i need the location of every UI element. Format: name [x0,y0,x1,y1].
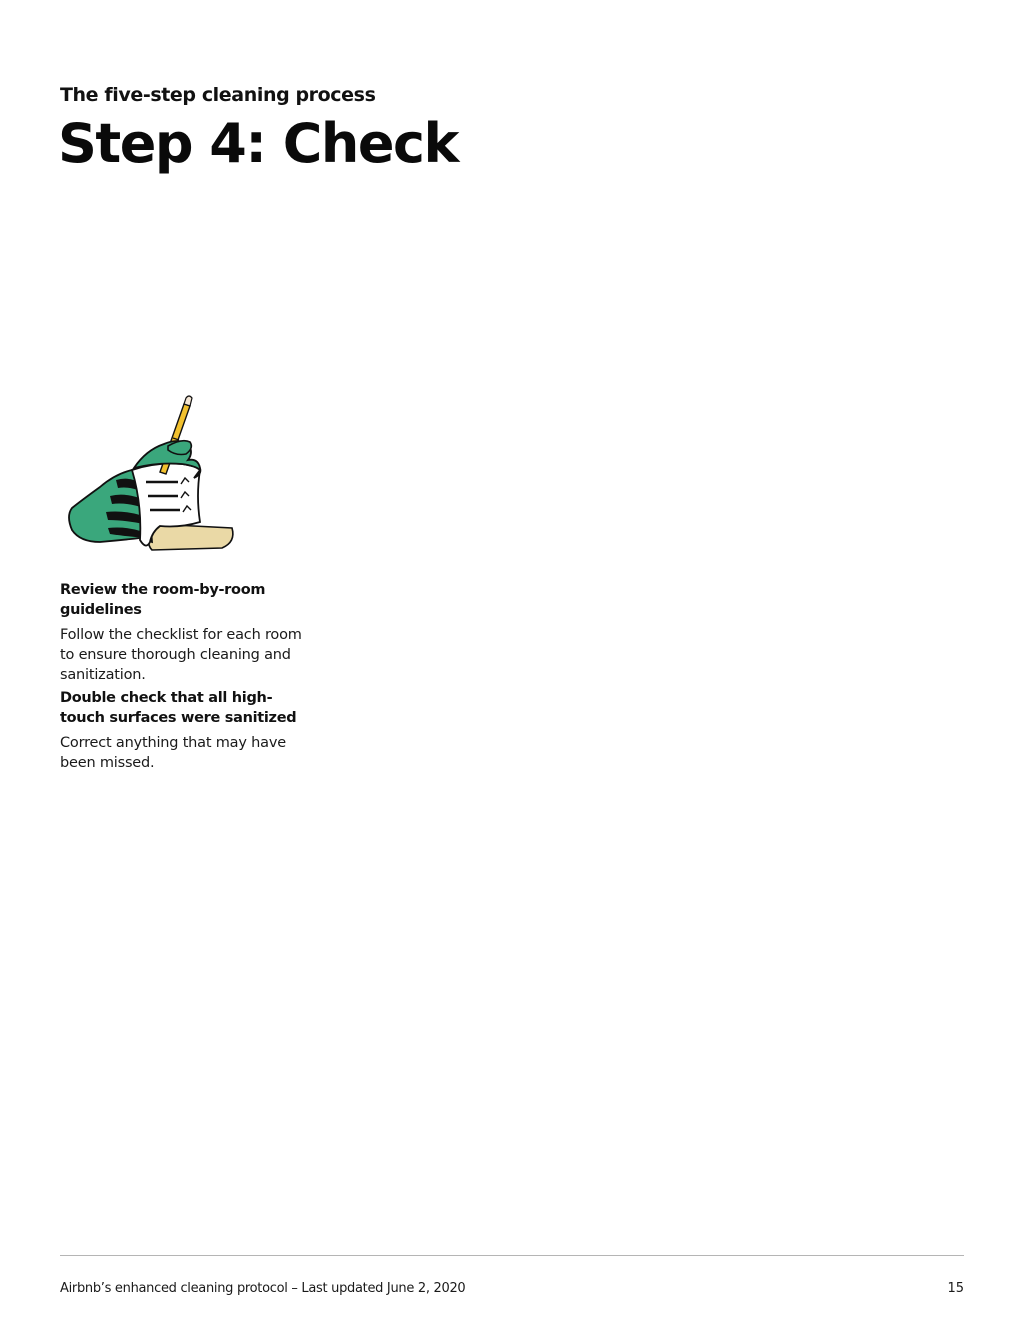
section-heading: Double check that all high-touch surfaces were sanitized [60,690,297,726]
gloved-hand-writing-checklist-icon [60,392,240,557]
checklist-illustration [60,392,240,557]
section-body: Correct anything that may have been missed. [60,735,286,771]
page-title: Step 4: Check [58,112,458,175]
footer-divider [60,1255,964,1256]
footer-text: Airbnb’s enhanced cleaning protocol – Last updated June 2, 2020 [60,1281,466,1296]
page-number: 15 [947,1281,964,1296]
section-heading: Review the room-by-room guidelines [60,582,266,618]
guideline-section-double-check [60,688,310,773]
guideline-section-review [60,580,340,685]
section-eyebrow: The five-step cleaning process [60,84,376,106]
section-body: Follow the checklist for each room to ensure thorough cleaning and sanitization. [60,627,302,683]
